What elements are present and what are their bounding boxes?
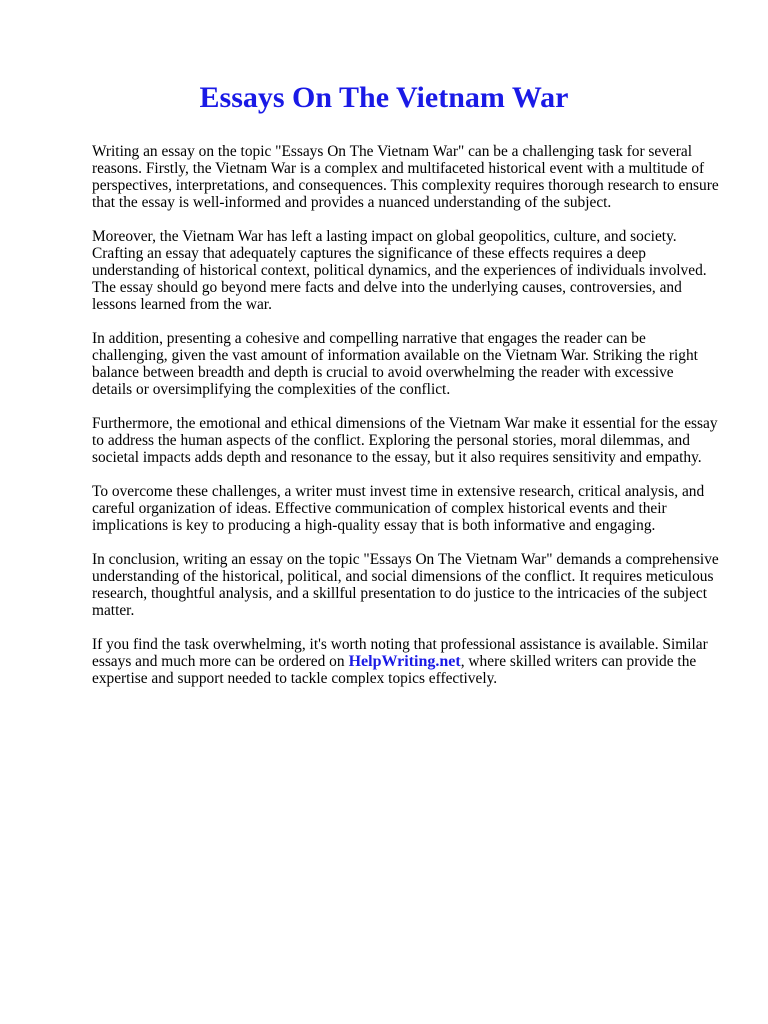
text-line: Crafting an essay that adequately captures the significance of these effects requires a deep <box>92 245 646 262</box>
text-line: perspectives, interpretations, and consequences. This complexity requires thorough research to ensure <box>92 177 719 194</box>
text-segment: , where skilled writers can provide the <box>460 653 697 670</box>
paragraph-5 <box>92 483 732 534</box>
text-line: expertise and support needed to tackle complex topics effectively. <box>92 670 498 687</box>
document-body <box>92 143 732 704</box>
text-line-with-link <box>92 653 732 670</box>
text-line: careful organization of ideas. Effective communication of complex historical events and their <box>92 500 667 517</box>
text-line: matter. <box>92 602 135 619</box>
text-line: In conclusion, writing an essay on the topic "Essays On The Vietnam War" demands a comprehensive <box>92 551 719 568</box>
text-line: balance between breadth and depth is crucial to avoid overwhelming the reader with excessive <box>92 364 674 381</box>
paragraph-7 <box>92 636 732 687</box>
text-line: understanding of historical context, political dynamics, and the experiences of individuals involved. <box>92 262 707 279</box>
text-line: Furthermore, the emotional and ethical dimensions of the Vietnam War make it essential for the essay <box>92 415 718 432</box>
text-line: that the essay is well-informed and provides a nuanced understanding of the subject. <box>92 194 612 211</box>
text-line: In addition, presenting a cohesive and compelling narrative that engages the reader can be <box>92 330 646 347</box>
helpwriting-link[interactable]: HelpWriting.net <box>348 653 461 670</box>
text-line: Moreover, the Vietnam War has left a lasting impact on global geopolitics, culture, and society. <box>92 228 677 245</box>
text-line: to address the human aspects of the conflict. Exploring the personal stories, moral dilemmas, and <box>92 432 690 449</box>
document-title: Essays On The Vietnam War <box>199 81 569 114</box>
paragraph-6 <box>92 551 732 619</box>
text-line: To overcome these challenges, a writer must invest time in extensive research, critical analysis, and <box>92 483 705 500</box>
text-line: The essay should go beyond mere facts and delve into the underlying causes, controversies, and <box>92 279 682 296</box>
paragraph-4 <box>92 415 732 466</box>
text-line: understanding of the historical, political, and social dimensions of the conflict. It requires meticulous <box>92 568 714 585</box>
paragraph-2 <box>92 228 732 313</box>
text-segment: essays and much more can be ordered on <box>92 653 345 670</box>
text-line: implications is key to producing a high-quality essay that is both informative and engaging. <box>92 517 656 534</box>
text-line: research, thoughtful analysis, and a skillful presentation to do justice to the intricacies of the subject <box>92 585 708 602</box>
text-line: details or oversimplifying the complexities of the conflict. <box>92 381 451 398</box>
text-line: reasons. Firstly, the Vietnam War is a complex and multifaceted historical event with a multitude of <box>92 160 705 177</box>
text-line: If you find the task overwhelming, it's worth noting that professional assistance is available. Similar <box>92 636 708 653</box>
text-line: Writing an essay on the topic "Essays On The Vietnam War" can be a challenging task for several <box>92 143 693 160</box>
text-line: lessons learned from the war. <box>92 296 272 313</box>
paragraph-3 <box>92 330 732 398</box>
text-line: challenging, given the vast amount of information available on the Vietnam War. Striking the right <box>92 347 698 364</box>
text-line: societal impacts adds depth and resonance to the essay, but it also requires sensitivity and empathy. <box>92 449 702 466</box>
paragraph-1 <box>92 143 732 211</box>
